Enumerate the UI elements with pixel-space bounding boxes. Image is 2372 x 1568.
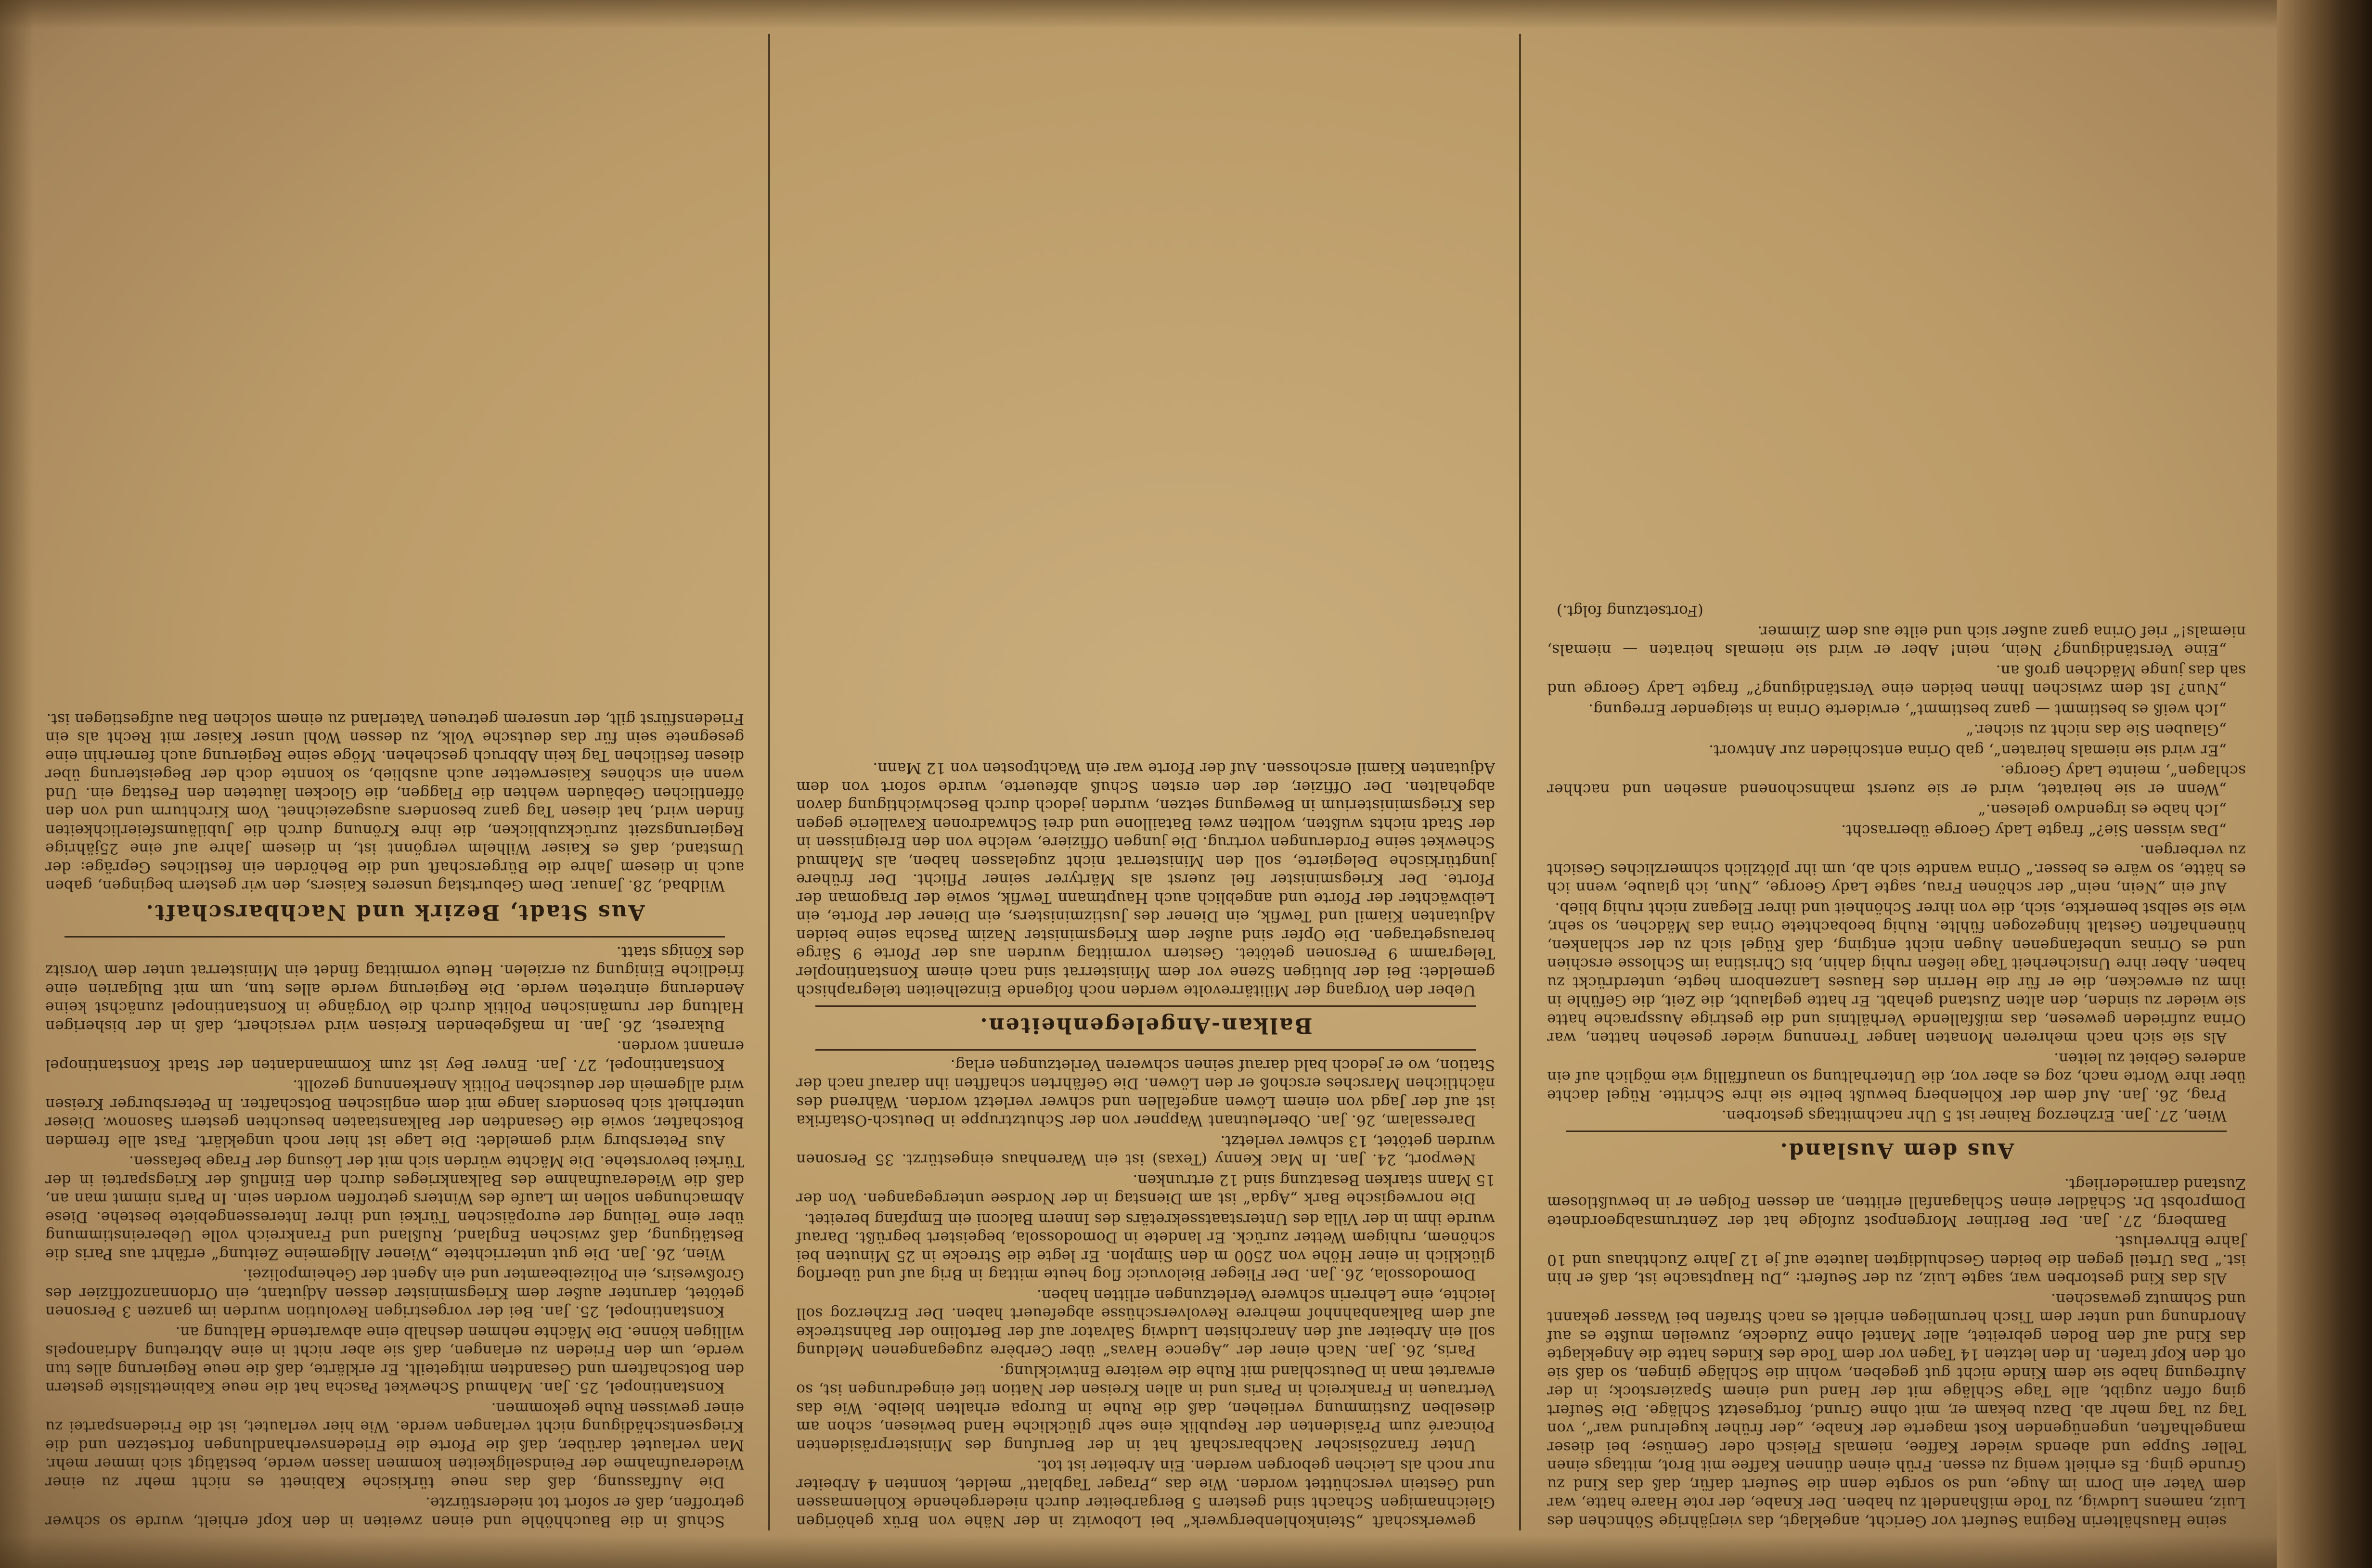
article-paragraph: Als sie sich nach mehreren Monaten langer Trennung wieder gesehen hatten, war Orina zufrieden gewesen, das mißfallende Verhältnis und die gestrige Aussprache hatte sie wieder zu sinden, den alten Zustand gehabt. Er hatte geglaubt, die Zeit, die Gefühle in ihm zu erwecken, die er für die Herrin des Hauses Lanzenborn hegte, unterdrückt zu haben. Aber ihre Unsicherheit Tage ließen ruhig dahin, bis Christina im Schlosse erschien und es Orinas unbefangenen Augen nicht entging, daß Rügel sich zu der schlanken, hünenhaften Gestalt hingezogen fühlte. Ruhig beobachtete Orina das Mädchen, so sehr, wie sie selbst bemerkte, sich, die von ihrer Schönheit und ihrer Eleganz nicht ruhig blieb. xyxy=(1547,900,2246,1047)
article-paragraph: „Ich weiß es bestimmt — ganz bestimmt“, erwiderte Orina in steigender Erregung. xyxy=(1588,701,2227,718)
column-1 xyxy=(1540,34,2253,1530)
page-edge-shadow-bottom xyxy=(0,1535,2372,1568)
heading-rule xyxy=(815,1050,1476,1051)
section-heading-stadt: Aus Stadt, Bezirk und Nachbarschaft. xyxy=(144,900,645,925)
article-paragraph: „Nun? Ist dem zwischen Ihnen beiden eine Verständigung?“ fragte Lady George und sah das junge Mädchen groß an. xyxy=(1547,662,2246,698)
article-paragraph: Ueber den Vorgang der Militärrevolte werden noch folgende Einzelheiten telegraphisch gemeldet: Bei der blutigen Szene vor dem Ministerrat sind nach einem Konstantinopler Telegramm 9 Personen getötet. Gestern vormittag wurden aus der Pforte 9 Särge herausgetragen. Die Opfer sind außer dem Kriegsminister Nazim Pascha seine beiden Adjutanten Kiamil und Tewfik, ein Diener des Justizministers, ein Diener der Pforte, ein Leibwächter der Pforte und angeblich auch Hauptmann Tewfik, sowie der Dragoman der Pforte. Der Kriegsminister fiel zuerst als Märtyrer seiner Pflicht. Der frühere jungtürkische Delegierte, soll den Ministerrat nicht zugelassen haben, als Mahmud Schewket seine Forderungen vortrug. Die jungen Offiziere, welche von den Ereignissen in der Stadt nichts wußten, wollten zwei Bataillone und drei Schwadronen Kavallerie gegen das Kriegsministerium in Bewegung setzen, wurden jedoch durch Beschwichtigung davon abgehalten. Der Offizier, der den ersten Schuß abfeuerte, wurde sofort von dem Adjutanten Kiamil erschossen. Auf der Pforte war ein Wachtposten von 12 Mann. xyxy=(796,759,1495,1000)
page-edge-shadow-left xyxy=(0,0,34,1568)
article-paragraph: seine Haushälterin Regina Seufert vor Gericht, angeklagt, das vierjährige Söhnchen des Luiz, namens Ludwig, zu Tode mißhandelt zu haben. Der Knabe, der rote Haare hatte, war dem Vater ein Dorn im Auge, und so sorgte denn die Seufert dafür, daß das Kind zu Grunde ging. Es erhielt wenig zu essen. Früh einen dünnen Kaffee mit Brot, mittags einen Teller Suppe und abends wieder Kaffee, niemals Fleisch oder Gemüse; bei dieser mangelhaften, ungenügenden Kost magerte der Knabe, „der früher kugelrund war“, von Tag zu Tag mehr ab. Dazu bekam er, mit ohne Grund, fortgesetzt Schläge. Die Seufert ging offen zugibt, alle Tage Schläge mit der Hand und einem Spazierstock; in der Aufregung habe sie dem Kinde nicht gut gegeben, wohin die Schläge gingen, so daß sie oft den Kopf trafen. In den letzten 14 Tagen vor dem Tode des Kindes hatte die Angeklagte das Kind auf den Boden gebreitet, aller Mantel ohne Zudecke, zuweilen mußte es auf Anordnung und unter dem Tisch herumliegen erhielt es nach Strafen bei Wasser gekannt und Schmutz gewaschen. xyxy=(1547,1290,2246,1530)
article-paragraph: Wien, 27. Jan. Erzherzog Rainer ist 5 Uhr nachmittags gestorben. xyxy=(1721,1107,2227,1125)
article-paragraph: Auf ein „Nein, nein“ der schönen Frau, sagte Lady George, „Nun, ich glaube, wenn ich es hätte, so wäre es besser.“ Orina wandte sich ab, um ihr plötzlich schmerzliches Gesicht zu verbergen. xyxy=(1547,842,2246,897)
article-paragraph: „Glauben Sie das nicht zu sicher.“ xyxy=(1966,721,2227,739)
column-divider xyxy=(1519,34,1521,1530)
article-paragraph: „Er wird sie niemals heiraten“, gab Orina entschieden zur Antwort. xyxy=(1708,742,2227,759)
article-paragraph: Domodossola, 26. Jan. Der Flieger Bielovucic flog heute mittag in Brig auf und überflog glücklich in einer Höhe von 2500 m den Simplon. Er legte die Strecke in 25 Minuten bei schönem, ruhigem Wetter zurück. Er landete in Domodossola, begeistert begrüßt. Darauf wurde ihm in der Villa des Unterstaatssekretärs des Innern Balconi ein Empfang bereitet. xyxy=(796,1210,1495,1284)
article-paragraph: Prag, 26. Jan. Auf dem der Kohlenberg bewußt beilte sie ihre Schritte. Rügel dachte über ihre Worte nach, zog es aber vor, die Unterhaltung so unauffällig wie möglich auf ein anderes Gebiet zu leiten. xyxy=(1547,1050,2246,1104)
heading-rule xyxy=(815,1006,1476,1007)
book-binding-gutter xyxy=(2277,0,2372,1568)
page-edge-shadow-top xyxy=(0,0,2372,29)
article-paragraph: Daressalam, 26. Jan. Oberleutnant Wappner von der Schutztruppe in Deutsch-Ostafrika ist auf der Jagd von einem Löwen angefallen und schwer verletzt worden. Während des nächtlichen Marsches erschoß er den Löwen. Die Gefährten schafften ihn darauf nach der Station, wo er jedoch bald darauf seinen schweren Verletzungen erlag. xyxy=(796,1056,1495,1130)
article-paragraph: Bamberg, 27. Jan. Der Berliner Morgenpost zufolge hat der Zentrumsabgeordnete Domprobst Dr. Schädler einen Schlaganfall erlitten, an dessen Folgen er in bewußtlosem Zustand darniederliegt. xyxy=(1547,1175,2246,1230)
article-paragraph: gewerkschaft „Steinkohlenbergwerk“ bei Lobowitz in der Nähe von Brüx gehörigen Gleichnamigen Schacht sind gestern 5 Bergarbeiter durch niedergehende Kohlenmassen und Gestein verschüttet worden. Wie das „Prager Tagblatt“ meldet, konnten 4 Arbeiter nur noch als Leichen geborgen werden. Ein Arbeiter ist tot. xyxy=(796,1457,1495,1530)
article-paragraph: Konstantinopel, 25. Jan. Bei der vorgestrigen Revolution wurden im ganzen 3 Personen getötet, darunter außer dem Kriegsminister dessen Adjutant, ein Ordonnanzoffizier des Großwesirs, ein Polizeibeamter und ein Agent der Geheimpolizei. xyxy=(45,1266,744,1321)
article-paragraph: Als das Kind gestorben war, sagte Luiz, zu der Seufert: „Du Hauptsache ist, daß er hin ist.“ Das Urteil gegen die beiden Geschuldigten lautete auf je 12 Jahre Zuchthaus und 10 Jahre Ehrverlust. xyxy=(1547,1233,2246,1287)
heading-rule xyxy=(64,937,725,938)
article-paragraph: Paris, 26. Jan. Nach einer der „Agence Havas“ über Cerbère zugegangenen Meldung soll ein Arbeiter auf den Anarchisten Ludwig Salvator auf der Bertolino der Bahnstrecke auf dem Balkanbahnhof mehrere Revolverschüsse abgefeuert haben. Der Erzherzog soll leichte, eine Lehrerin schwere Verletzungen erlitten haben. xyxy=(796,1286,1495,1360)
article-paragraph: Konstantinopel, 27. Jan. Enver Bey ist zum Kommandanten der Stadt Konstantinopel ernannt worden. xyxy=(45,1038,744,1074)
article-paragraph: „Ich habe es irgendwo gelesen.“ xyxy=(1978,801,2227,819)
article-paragraph: Die Auffassung, daß das neue türkische Kabinett es nicht mehr zu einer Wiederaufnahme der Feindseligkeiten kommen lassen werde, bestätigt sich immer mehr. Man verlautet darüber, daß die Pforte die Friedensverhandlungen fortsetzen und die Kriegsentschädigung nicht verlangen werde. Wie hier verlautet, ist die Friedenspartei zu einer gewissen Ruhe gekommen. xyxy=(45,1400,744,1491)
column-2 xyxy=(789,34,1502,1530)
column-3 xyxy=(39,34,751,1530)
article-paragraph: Wildbad, 28. Januar. Dem Geburtstag unseres Kaisers, den wir gestern begingen, gaben auch in diesem Jahre die Bürgerschaft und die Behörden ein festliches Gepräge: der Umstand, daß es Kaiser Wilhelm vergönnt ist, in diesem Jahre auf eine 25jährige Regierungszeit zurückzublicken, die ihre Krönung durch die Jubiläumsfeierlichkeiten finden wird, hat diesen Tag ganz besonders ausgezeichnet. Vom Kirchturm und von den öffentlichen Gebäuden wehten die Flaggen, die Glocken läuteten den Festtag ein. Und wenn ein schönes Kaiserwetter auch ausblieb, so konnte doch der Begeisterung über diesen festlichen Tag kein Abbruch geschehen. Möge seine Regierung auch fernerhin eine gesegnete sein für das deutsche Volk, zu dessen Wohl unser Kaiser mit Recht als ein Friedensfürst gilt, der unserem getreuen Vaterland zu einem solchen Bau aufgestiegen ist. xyxy=(45,710,744,895)
article-paragraph: Unter französischer Nachbarschaft hat in der Berufung des Ministerpräsidenten Poincaré zum Präsidenten der Republik eine sehr glückliche Hand bewiesen, schon am dieselben Zustimmung verliehen, daß die Ruhe in Europa erhalten bleibe. Wie das Vertrauen in Frankreich in Paris und in allen Kreisen der Nation tief eingedrungen ist, so erwartet man in Deutschland mit Ruhe die weitere Entwicklung. xyxy=(796,1362,1495,1454)
section-heading-balkan: Balkan-Angelegenheiten. xyxy=(979,1013,1313,1038)
article-paragraph: „Das wissen Sie?“ fragte Lady George überrascht. xyxy=(1841,822,2227,839)
continuation-note: (Fortsetzung folgt.) xyxy=(1557,602,1703,620)
section-heading-ausland: Aus dem Ausland. xyxy=(1779,1138,2014,1163)
newspaper-sheet-upside-down xyxy=(39,34,2253,1530)
article-paragraph: Die norwegische Bark „Agda“ ist am Dienstag in der Nordsee untergegangen. Von der 15 Mann starken Besatzung sind 12 ertrunken. xyxy=(796,1171,1495,1208)
article-paragraph: Schuß in die Bauchhöhle und einen zweiten in den Kopf erhielt, wurde so schwer getroffen, daß er sofort tot niederstürzte. xyxy=(45,1494,744,1530)
article-paragraph: Wien, 26. Jan. Die gut unterrichtete „Wiener Allgemeine Zeitung“ erfährt aus Paris die Bestätigung, daß zwischen England, Rußland und Frankreich volle Uebereinstimmung über eine Teilung der europäischen Türkei und ihrer Interessengebiete bestehe. Diese Abmachungen sollen im Laufe des Winters getroffen worden sein. In Paris nimmt man an, daß die Wiederaufnahme des Balkankrieges durch den Einfluß der Kriegspartei in der Türkei bevorstehe. Die Mächte würden sich mit der Lösung der Frage befassen. xyxy=(45,1153,744,1263)
article-paragraph: Konstantinopel, 25. Jan. Mahmud Schewket Pascha hat die neue Kabinettsliste gestern den Botschaftern und Gesandten mitgeteilt. Er erklärte, daß die neue Regierung alles tun werde, um den Frieden zu erlangen, daß sie aber nicht in eine Abtretung Adrianopels willigen könne. Die Mächte nehmen deshalb eine abwartende Haltung an. xyxy=(45,1324,744,1397)
article-paragraph: „Eine Verständigung? Nein, nein! Aber er wird sie niemals heiraten — niemals, niemals!“ rief Orina ganz außer sich und eilte aus dem Zimmer. xyxy=(1547,623,2246,659)
column-divider xyxy=(768,34,770,1530)
article-paragraph: Newport, 24. Jan. In Mac Kenny (Texas) ist ein Warenhaus eingestürzt. 35 Personen wurden getötet, 13 schwer verletzt. xyxy=(796,1132,1495,1169)
heading-rule xyxy=(1566,1131,2227,1132)
article-paragraph: „Wenn er sie heiratet, wird er sie zuerst mahnschonend ansehen und nachher schlagen“, meinte Lady George. xyxy=(1547,762,2246,798)
article-paragraph: Aus Petersburg wird gemeldet: Die Lage ist hier noch ungeklärt. Fast alle fremden Botschafter, sowie die Gesandten der Balkanstaaten besuchten gestern Sasonow. Dieser unterhielt sich besonders lange mit dem englischen Botschafter. In Petersburger Kreisen wird allgemein der deutschen Politik Anerkennung gezollt. xyxy=(45,1077,744,1150)
article-paragraph: Bukarest, 26. Jan. In maßgebenden Kreisen wird versichert, daß in der bisherigen Haltung der rumänischen Politik durch die Vorgänge in Konstantinopel zunächst keine Aenderung eintreten werde. Die Regierung werde alles tun, um mit Bulgarien eine friedliche Einigung zu erzielen. Heute vormittag findet ein Ministerrat unter dem Vorsitz des Königs statt. xyxy=(45,943,744,1035)
